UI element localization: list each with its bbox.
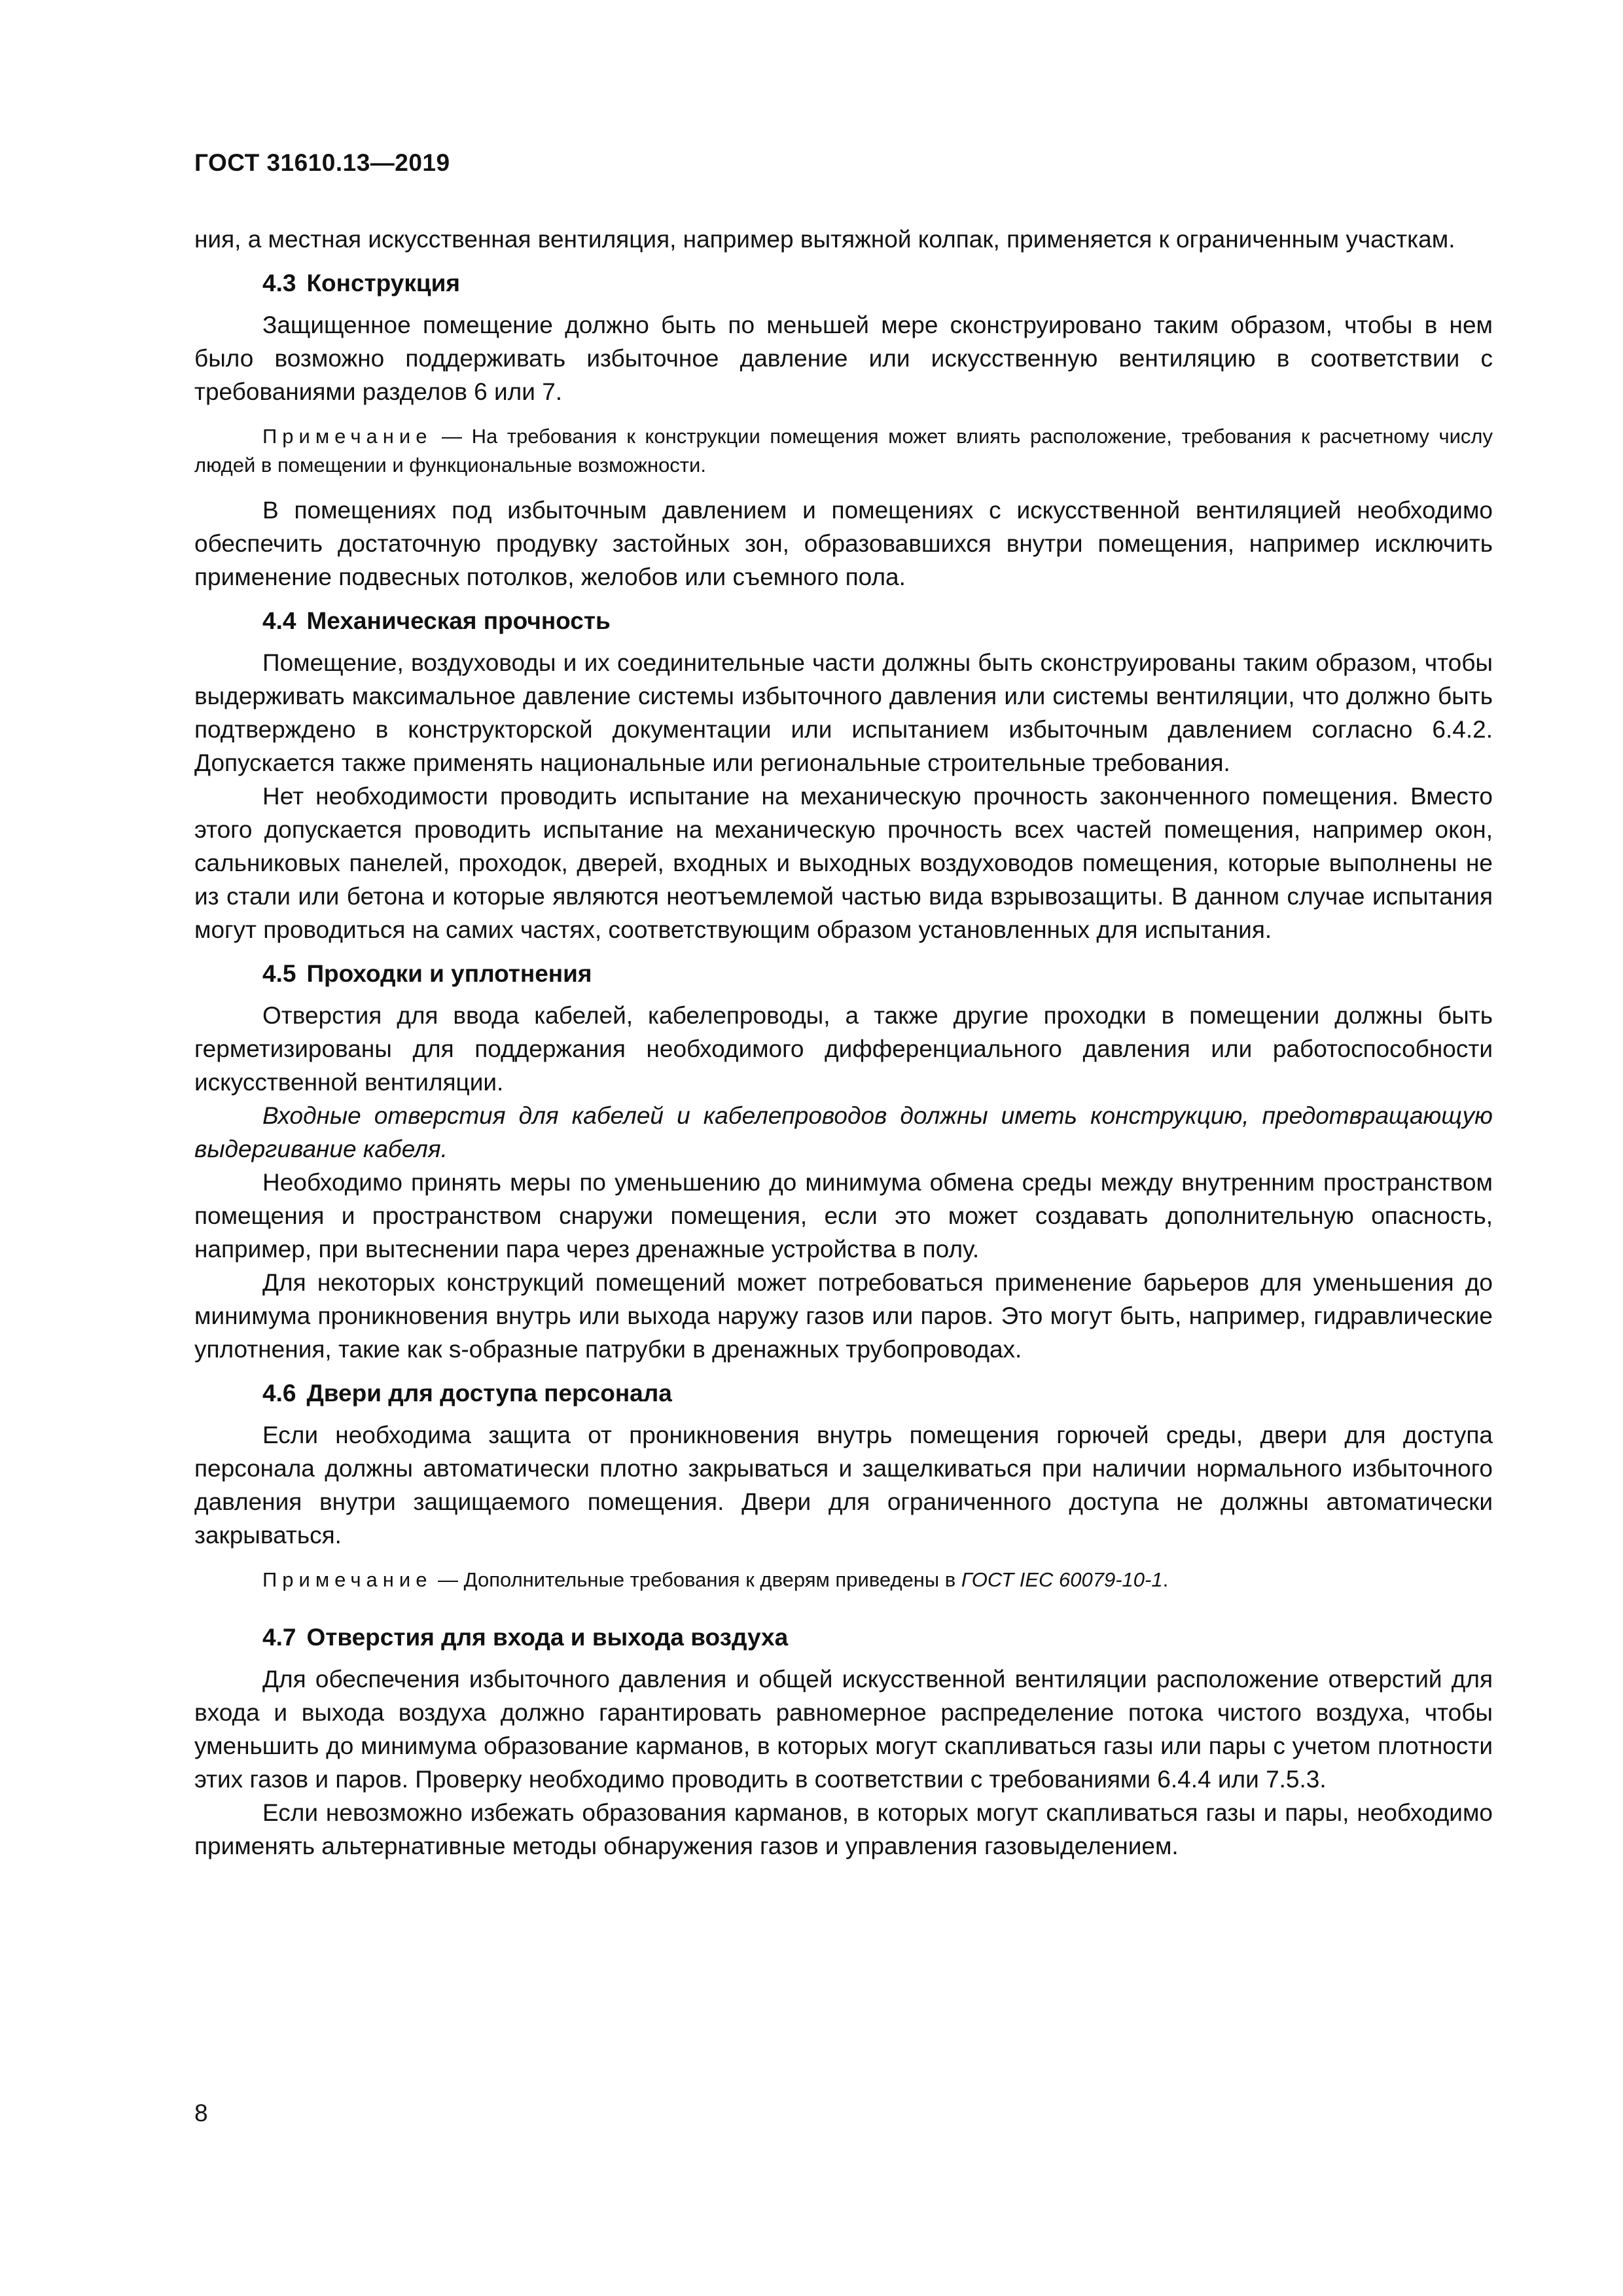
- section-heading-4-5: [194, 957, 1493, 990]
- note-label: Примечание: [262, 425, 433, 448]
- section-heading-4-6: [194, 1376, 1493, 1410]
- intro-continuation-paragraph: ния, а местная искусственная вентиляция, например вытяжной колпак, применяется к ограниченным участкам.: [194, 226, 1455, 253]
- section-title: Механическая прочность: [306, 607, 611, 634]
- document-header: ГОСТ 31610.13—2019: [194, 149, 450, 176]
- section-number: 4.6: [262, 1380, 296, 1407]
- paragraph: В помещениях под избыточным давлением и помещениях с искусственной вентиляцией необходимо обеспечить достаточную продувку застойных зон, образовавшихся внутри помещения, например исключить применение подвесных потолков, желобов или съемного пола.: [194, 497, 1493, 590]
- paragraph: Помещение, воздуховоды и их соединительные части должны быть сконструированы таким образом, чтобы выдерживать максимальное давление системы избыточного давления или системы вентиляции, что должно быть подтверждено в конструкторской документации или испытанием избыточным давлением согласно 6.4.2. Допускается также применять национальные или региональные строительные требования.: [194, 649, 1493, 776]
- italic-paragraph: Входные отверстия для кабелей и кабелепроводов должны иметь конструкцию, предотвращающую выдергивание кабеля.: [194, 1102, 1493, 1162]
- section-heading-4-7: [194, 1621, 1493, 1654]
- paragraph: Если необходима защита от проникновения внутрь помещения горючей среды, двери для доступа персонала должны автоматически плотно закрываться и защелкиваться при наличии нормального избыточного давления внутри защищаемого помещения. Двери для ограниченного доступа не должны автоматически закрываться.: [194, 1422, 1493, 1549]
- section-heading-4-4: [194, 604, 1493, 637]
- paragraph: Нет необходимости проводить испытание на механическую прочность законченного помещения. Вместо этого допускается проводить испытание на механическую прочность всех частей помещения, например окон, сальниковых панелей, проходок, дверей, входных и выходных воздуховодов помещения, которые выполнены не из стали или бетона и которые являются неотъемлемой частью вида взрывозащиты. В данном случае испытания могут проводиться на самих частях, соответствующим образом установленных для испытания.: [194, 783, 1493, 943]
- note-end: .: [1162, 1568, 1169, 1591]
- section-title: Отверстия для входа и выхода воздуха: [306, 1624, 789, 1651]
- paragraph: Защищенное помещение должно быть по меньшей мере сконструировано таким образом, чтобы в нем было возможно поддерживать избыточное давление или искусственную вентиляцию в соответствии с требованиями разделов 6 или 7.: [194, 312, 1493, 405]
- section-title: Двери для доступа персонала: [306, 1380, 672, 1407]
- paragraph: Для некоторых конструкций помещений может потребоваться применение барьеров для уменьшения до минимума проникновения внутрь или выхода наружу газов или паров. Это могут быть, например, гидравлические уплотнения, такие как s-образные патрубки в дренажных трубопроводах.: [194, 1269, 1493, 1363]
- section-title: Проходки и уплотнения: [306, 960, 592, 987]
- note-paragraph: [194, 422, 1493, 480]
- note-text: — На требования к конструкции помещения может влиять расположение, требования к расчетному числу людей в помещении и функциональные возможности.: [194, 425, 1493, 476]
- document-page: [194, 0, 1493, 2296]
- document-body: [194, 223, 1493, 1863]
- section-heading-4-3: [194, 266, 1493, 300]
- page-number: 8: [194, 2100, 208, 2126]
- paragraph: Необходимо принять меры по уменьшению до минимума обмена среды между внутренним пространством помещения и пространством снаружи помещения, если это может создавать дополнительную опасность, например, при вытеснении пара через дренажные устройства в полу.: [194, 1169, 1493, 1263]
- section-number: 4.4: [262, 607, 296, 634]
- paragraph: Для обеспечения избыточного давления и общей искусственной вентиляции расположение отверстий для входа и выхода воздуха должно гарантировать равномерное распределение потока чистого воздуха, чтобы уменьшить до минимума образование карманов, в которых могут скапливаться газы или пары с учетом плотности этих газов и паров. Проверку необходимо проводить в соответствии с требованиями 6.4.4 или 7.5.3.: [194, 1666, 1493, 1793]
- note-reference: ГОСТ IEC 60079-10-1: [961, 1568, 1163, 1591]
- paragraph: Если невозможно избежать образования карманов, в которых могут скапливаться газы и пары, необходимо применять альтернативные методы обнаружения газов и управления газовыделением.: [194, 1799, 1493, 1859]
- note-label: Примечание: [262, 1568, 433, 1591]
- section-title: Конструкция: [306, 270, 460, 296]
- paragraph: Отверстия для ввода кабелей, кабелепроводы, а также другие проходки в помещении должны быть герметизированы для поддержания необходимого дифференциального давления или работоспособности искусственной вентиляции.: [194, 1002, 1493, 1096]
- note-paragraph: [194, 1566, 1493, 1594]
- section-number: 4.3: [262, 270, 296, 296]
- section-number: 4.5: [262, 960, 296, 987]
- section-number: 4.7: [262, 1624, 296, 1651]
- note-text: — Дополнительные требования к дверям приведены в: [432, 1568, 961, 1591]
